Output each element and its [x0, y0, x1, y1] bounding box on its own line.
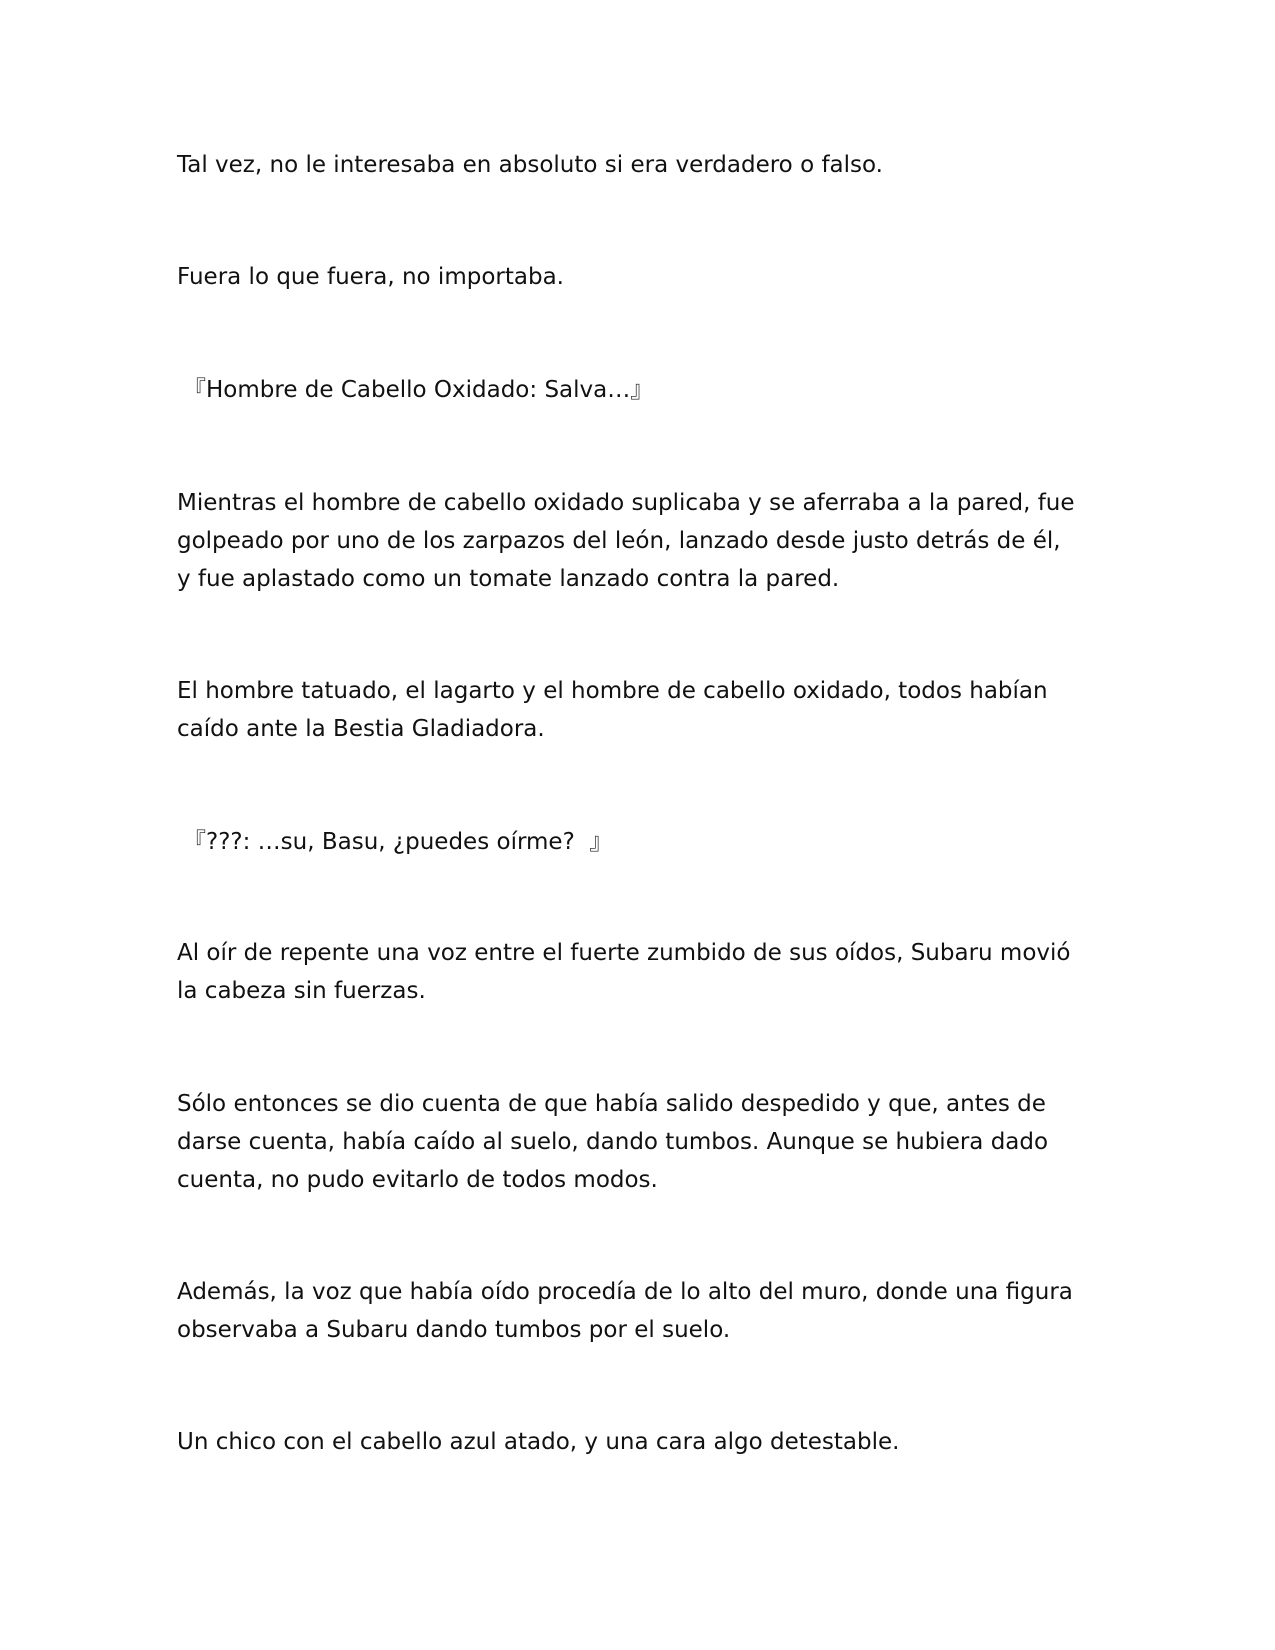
paragraph-2: Fuera lo que fuera, no importaba. — [177, 264, 564, 290]
paragraph-5: Al oír de repente una voz entre el fuerte zumbido de sus oídos, Subaru movió la cabeza sin fuerzas. — [177, 940, 1071, 1004]
paragraph-4: El hombre tatuado, el lagarto y el hombre de cabello oxidado, todos habían caído ante la Bestia Gladiadora. — [177, 678, 1048, 742]
dialogue-line-1: 『Hombre de Cabello Oxidado: Salva…』 — [183, 377, 654, 403]
paragraph-3: Mientras el hombre de cabello oxidado suplicaba y se aferraba a la pared, fue golpeado por uno de los zarpazos del león, lanzado desde justo detrás de él, y fue aplastado como un tomate lanzado contra la pared. — [177, 490, 1075, 592]
paragraph-8: Un chico con el cabello azul atado, y una cara algo detestable. — [177, 1429, 900, 1455]
paragraph-6: Sólo entonces se dio cuenta de que había salido despedido y que, antes de darse cuenta, había caído al suelo, dando tumbos. Aunque se hubiera dado cuenta, no pudo evitarlo de todos modos. — [177, 1091, 1049, 1193]
paragraph-7: Además, la voz que había oído procedía de lo alto del muro, donde una figura observaba a Subaru dando tumbos por el suelo. — [177, 1279, 1073, 1343]
dialogue-line-2: 『???: …su, Basu, ¿puedes oírme? 』 — [183, 829, 613, 855]
paragraph-1: Tal vez, no le interesaba en absoluto si era verdadero o falso. — [177, 152, 883, 178]
